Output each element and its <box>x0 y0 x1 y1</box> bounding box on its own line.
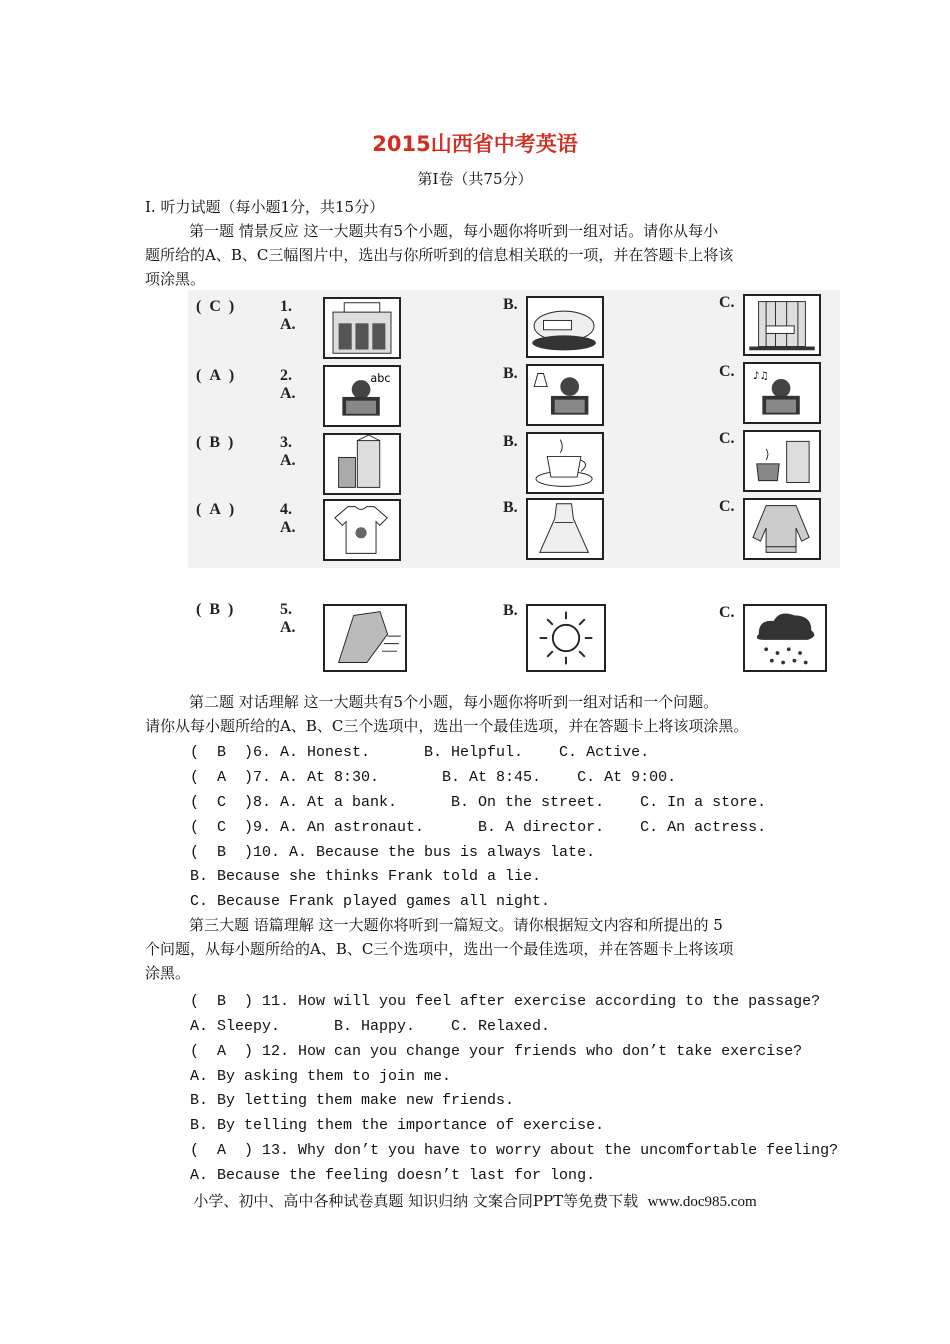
option-line: A. Sleepy. B. Happy. C. Relaxed. <box>190 1018 551 1035</box>
option-line: B. Because she thinks Frank told a lie. <box>190 868 542 885</box>
paper-subtitle: 第Ⅰ卷（共75分） <box>417 170 533 188</box>
reading-science-icon <box>526 364 604 426</box>
milk-icon <box>323 433 401 495</box>
answer-paren: ( C ) <box>196 298 235 315</box>
answer-paren: ( A ) <box>196 501 235 518</box>
question-line: ( B )6. A. Honest. B. Helpful. C. Active. <box>190 744 650 761</box>
dress-icon <box>526 498 604 560</box>
answer-paren: ( B ) <box>196 434 234 451</box>
part3-intro-line-1: 第三大题 语篇理解 这一大题你将听到一篇短文。请你根据短文内容和所提出的 5 <box>189 916 723 934</box>
option-c-label: C. <box>719 363 735 380</box>
footer-link[interactable]: www.doc985.com <box>647 1194 757 1210</box>
option-c-label: C. <box>719 604 735 621</box>
sweater-icon <box>743 498 821 560</box>
option-b-label: B. <box>503 296 518 313</box>
option-b-label: B. <box>503 365 518 382</box>
question-line: ( C )8. A. At a bank. B. On the street. C. In a store. <box>190 794 767 811</box>
question-line: ( B )10. A. Because the bus is always late. <box>190 844 596 861</box>
option-b-label: B. <box>503 602 518 619</box>
part2-intro-line-2: 请你从每小题所给的A、B、C三个选项中，选出一个最佳选项，并在答题卡上将该项涂黑。 <box>145 717 749 735</box>
question-line: ( A ) 13. Why don’t you have to worry about the uncomfortable feeling? <box>190 1142 839 1159</box>
tea-icon <box>743 430 821 492</box>
question-number: 1. A. <box>280 298 296 333</box>
footer <box>0 1190 950 1211</box>
rainy-icon <box>743 604 827 672</box>
part1-intro-line-3: 项涂黑。 <box>145 270 206 288</box>
option-line: C. Because Frank played games all night. <box>190 893 551 910</box>
question-number: 5. A. <box>280 601 296 636</box>
answer-paren: ( B ) <box>196 601 234 618</box>
cinema-icon <box>743 294 821 356</box>
option-b-label: B. <box>503 499 518 516</box>
question-number: 3. A. <box>280 434 296 469</box>
reading-abc-icon <box>323 365 401 427</box>
footer-text: 小学、初中、高中各种试卷真题 知识归纳 文案合同PPT等免费下载 <box>193 1192 639 1210</box>
sunny-icon <box>526 604 606 672</box>
part1-intro-line-2: 题所给的A、B、C三幅图片中，选出与你所听到的信息相关联的一项，并在答题卡上将该 <box>145 246 734 264</box>
question-line: ( B ) 11. How will you feel after exercise according to the passage? <box>190 993 821 1010</box>
section-heading: I. 听力试题（每小题1分，共15分） <box>145 198 385 216</box>
part2-intro-line-1: 第二题 对话理解 这一大题共有5个小题，每小题你将听到一组对话和一个问题。 <box>189 693 719 711</box>
tshirt-icon <box>323 499 401 561</box>
part1-intro-line-1: 第一题 情景反应 这一大题共有5个小题，每小题你将听到一组对话。请你从每小 <box>189 222 719 240</box>
svg-text:♪♫: ♪♫ <box>753 369 769 382</box>
question-number: 4. A. <box>280 501 296 536</box>
option-line: A. Because the feeling doesn’t last for long. <box>190 1167 596 1184</box>
answer-paren: ( A ) <box>196 367 235 384</box>
question-number: 2. A. <box>280 367 296 402</box>
option-b-label: B. <box>503 433 518 450</box>
option-c-label: C. <box>719 498 735 515</box>
stadium-icon <box>526 296 604 358</box>
option-c-label: C. <box>719 430 735 447</box>
page-title: 2015山西省中考英语 <box>372 132 578 156</box>
coffee-icon <box>526 432 604 494</box>
bakery-icon <box>323 297 401 359</box>
part3-intro-line-3: 涂黑。 <box>145 964 191 982</box>
option-line: B. By letting them make new friends. <box>190 1092 515 1109</box>
part3-intro-line-2: 个问题，从每小题所给的A、B、C三个选项中，选出一个最佳选项，并在答题卡上将该项 <box>145 940 734 958</box>
option-line: A. By asking them to join me. <box>190 1068 452 1085</box>
option-line: B. By telling them the importance of exercise. <box>190 1117 605 1134</box>
reading-music-icon <box>743 362 821 424</box>
option-c-label: C. <box>719 294 735 311</box>
svg-text:abc: abc <box>370 371 391 385</box>
question-line: ( A )7. A. At 8:30. B. At 8:45. C. At 9:00. <box>190 769 677 786</box>
windy-icon <box>323 604 407 672</box>
question-line: ( C )9. A. An astronaut. B. A director. C. An actress. <box>190 819 767 836</box>
question-line: ( A ) 12. How can you change your friends who don’t take exercise? <box>190 1043 803 1060</box>
